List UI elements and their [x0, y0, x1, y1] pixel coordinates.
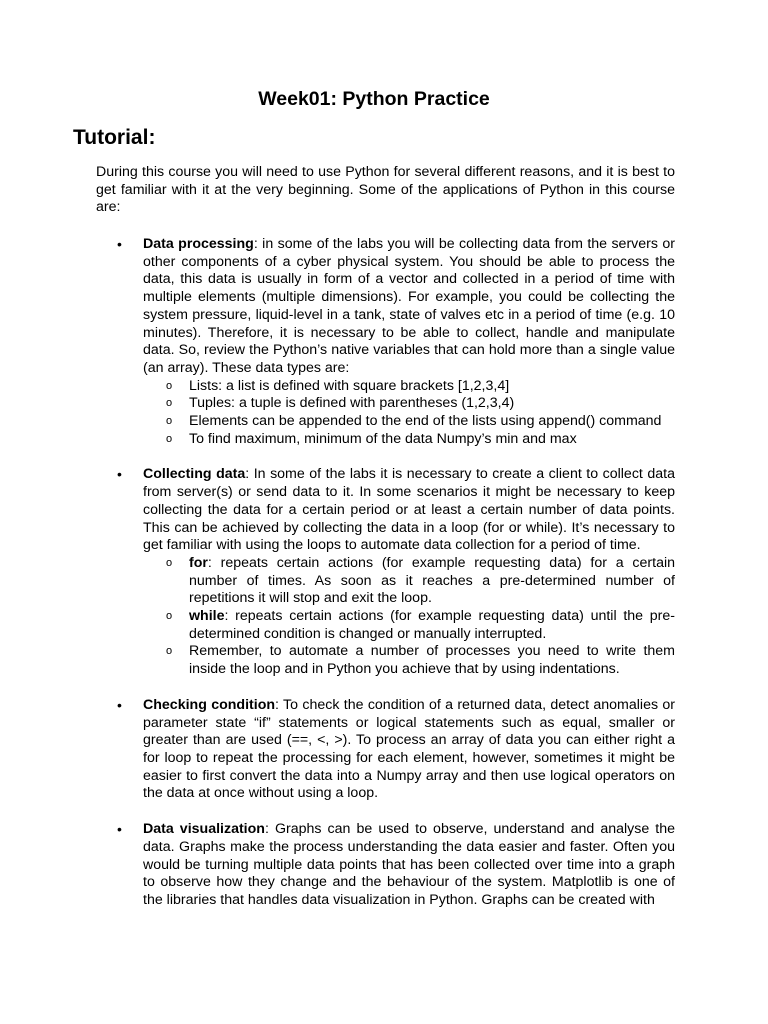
sub-item-body: Remember, to automate a number of processes you need to write them inside the loop and in Python you achieve that by using indentations.: [189, 643, 675, 678]
sub-list: [0, 555, 768, 679]
document-title: Week01: Python Practice: [258, 88, 490, 110]
sub-list-item: [0, 378, 768, 396]
list-item: [0, 466, 768, 678]
sub-list-item: [0, 395, 768, 413]
bullet-marker: •: [117, 696, 122, 713]
bullet-term: Data visualization: [143, 821, 265, 838]
sub-item-body: : repeats certain actions (for example requesting data) for a certain number of times. As soon as it reaches a pre-determined number of repetitions it will stop and exit the loop.: [189, 554, 675, 607]
bullet-term: Checking condition: [143, 696, 276, 713]
bullet-marker: •: [117, 821, 122, 838]
sub-item-term: for: [189, 554, 208, 571]
bullet-paragraph: [143, 466, 675, 555]
sub-bullet-marker: o: [166, 556, 173, 569]
bullet-paragraph: [143, 821, 675, 910]
bullet-paragraph: [143, 236, 675, 378]
list-item: [0, 236, 768, 448]
sub-item-text: [189, 378, 675, 396]
intro-paragraph: During this course you will need to use Python for several different reasons, and it is best to get familiar with it at the very beginning. Some of the applications of Python in this course are:: [96, 164, 675, 216]
sub-item-text: [189, 395, 675, 413]
sub-list-item: [0, 555, 768, 608]
sub-item-text: [189, 643, 675, 678]
sub-item-body: Tuples: a tuple is defined with parentheses (1,2,3,4): [189, 395, 515, 412]
sub-list-item: [0, 643, 768, 678]
sub-item-body: Elements can be appended to the end of the lists using append() command: [189, 413, 662, 430]
sub-item-term: while: [189, 608, 225, 625]
bullet-marker: •: [117, 236, 122, 252]
sub-item-body: Lists: a list is defined with square brackets [1,2,3,4]: [189, 377, 510, 394]
sub-item-text: [189, 431, 675, 449]
bullet-body: : In some of the labs it is necessary to create a client to collect data from server(s) or send data to it. In some scenarios it might be necessary to keep collecting the data for a certain period or at least a certain number of data points. This can be achieved by collecting the data in a loop (for or while). It’s necessary to get familiar with using the loops to automate data collection for a period of time.: [143, 466, 675, 554]
bullet-term: Data processing: [143, 236, 254, 252]
sub-bullet-marker: o: [166, 415, 173, 428]
section-heading: Tutorial:: [73, 126, 156, 149]
bullet-body: : Graphs can be used to observe, understand and analyse the data. Graphs make the process understanding the data easier and faster. Often you would be turning multiple data points that has been collected over time into a graph to observe how they change and the behaviour of the system. Matplotlib is one of the libraries that handles data visualization in Python. Graphs can be created with: [143, 821, 676, 908]
bullet-body: : in some of the labs you will be collecting data from the servers or other components of a cyber physical system. You should be able to process the data, this data is usually in form of a vector and collected in a period of time with multiple elements (multiple dimensions). For example, you could be collecting the system pressure, liquid-level in a tank, state of valves etc in a period of time (e.g. 10 minutes). Therefore, it is necessary to be able to collect, handle and manipulate data. So, review the Python’s native variables that can hold more than a single value (an array). These data types are:: [143, 236, 675, 376]
sub-bullet-marker: o: [166, 379, 173, 392]
list-item: [0, 697, 768, 803]
sub-list-item: [0, 431, 768, 449]
sub-bullet-marker: o: [166, 610, 173, 623]
sub-bullet-marker: o: [166, 397, 173, 410]
sub-item-body: To find maximum, minimum of the data Numpy’s min and max: [189, 430, 577, 447]
list-item: [0, 821, 768, 910]
sub-item-text: [189, 555, 675, 608]
bullet-marker: •: [117, 466, 122, 483]
sub-list-item: [0, 608, 768, 643]
bullet-body: : To check the condition of a returned data, detect anomalies or parameter state “if” statements or logical statements such as equal, smaller or greater than are used (==, <, >). To process an array of data you can either right a for loop to repeat the processing for each element, however, sometimes it might be easier to first convert the data into a Numpy array and then use logical operators on the data at once without using a loop.: [143, 696, 675, 802]
sub-item-text: [189, 413, 675, 431]
sub-item-body: : repeats certain actions (for example requesting data) until the pre-determined condition is changed or manually interrupted.: [189, 608, 675, 642]
bullet-term: Collecting data: [143, 466, 246, 483]
sub-list: [0, 378, 768, 449]
bullet-paragraph: [143, 697, 675, 803]
sub-list-item: [0, 413, 768, 431]
sub-bullet-marker: o: [166, 432, 173, 445]
sub-item-text: [189, 608, 675, 643]
sub-bullet-marker: o: [166, 645, 173, 658]
bullet-list: [0, 236, 768, 928]
